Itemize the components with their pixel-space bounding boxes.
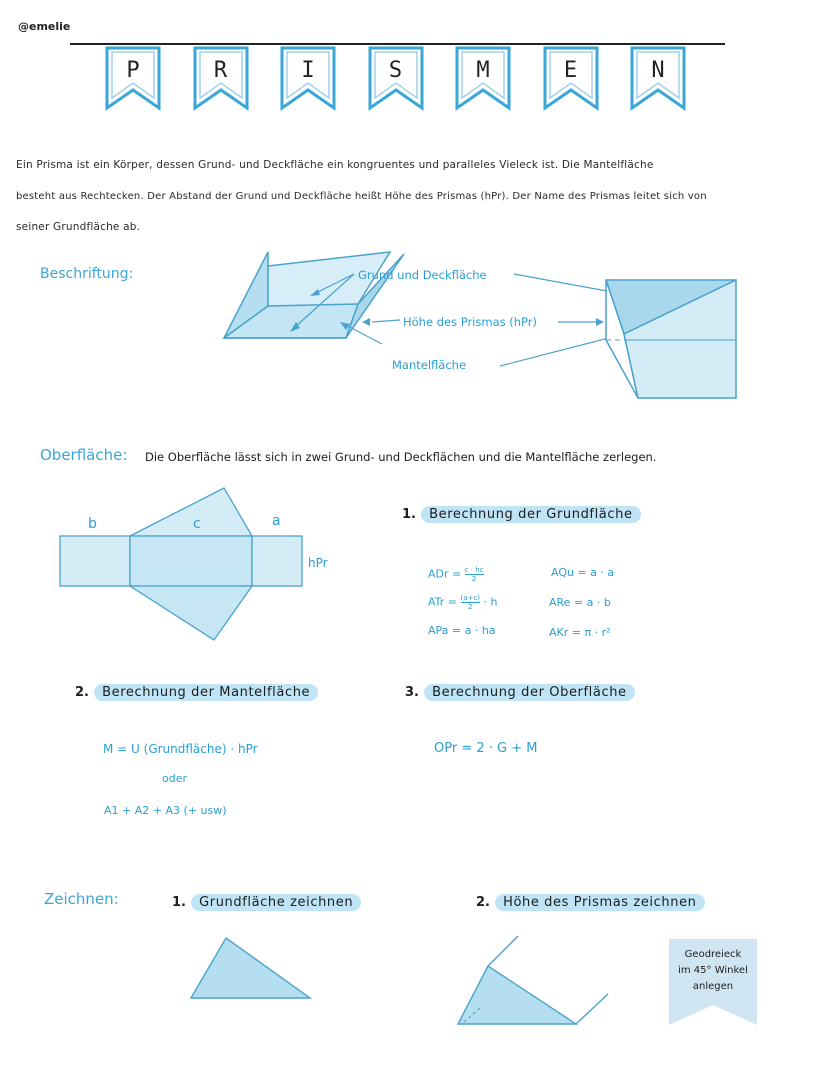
- net-label-h: hPr: [308, 556, 328, 570]
- section2-number: 2.: [75, 685, 89, 700]
- zeichnen-title: Zeichnen:: [44, 890, 119, 908]
- banner-letter: N: [651, 58, 665, 83]
- formula-dreieck-num: c · hc: [464, 566, 484, 574]
- net-rect-b: [60, 536, 130, 586]
- grundflaeche-triangle: [186, 934, 316, 1004]
- author-handle: @emelie: [18, 20, 71, 33]
- formula-trapez-tail: · h: [483, 595, 498, 609]
- banner-letter: P: [126, 58, 140, 83]
- zeichnen-step2: [476, 891, 705, 910]
- zeichnen-step1: [172, 891, 361, 910]
- banner-flag: [191, 44, 251, 114]
- note-line-3: anlegen: [692, 981, 734, 992]
- intro-line-1: Ein Prisma ist ein Körper, dessen Grund- und Deckfläche ein kongruentes und paralleles Vieleck ist. Die Mantelfläche: [16, 159, 654, 171]
- formula-dreieck-fraction: [465, 566, 484, 583]
- formula-mantel-umfang: M = U (Grundfläche) · hPr: [103, 742, 258, 756]
- zeichnen-step1-title: Grundfläche zeichnen: [191, 894, 361, 911]
- formula-oberflaeche: OPr = 2 · G + M: [434, 741, 538, 756]
- formula-dreieck-den: 2: [471, 575, 477, 583]
- net-rect-a: [252, 536, 302, 586]
- section2-heading: [75, 681, 318, 700]
- banner-flag: [103, 44, 163, 114]
- intro-paragraph: [16, 150, 816, 243]
- net-label-b: b: [88, 516, 97, 532]
- net-top-triangle: [130, 488, 252, 536]
- banner-flag: [453, 44, 513, 114]
- formula-dreieck-lhs: ADr =: [428, 567, 462, 581]
- hoehe-drawing: [450, 932, 620, 1032]
- formula-rechteck: ARe = a · b: [549, 596, 611, 609]
- note-line-2: im 45° Winkel: [678, 965, 748, 976]
- net-bottom-triangle: [130, 586, 252, 640]
- formula-quadrat: AQu = a · a: [551, 566, 615, 579]
- formula-trapez-den: 2: [468, 603, 473, 611]
- zeichnen-step2-title: Höhe des Prismas zeichnen: [495, 894, 704, 911]
- hoehe-triangle: [458, 966, 576, 1024]
- banner-letter: R: [213, 58, 228, 83]
- note-line-1: Geodreieck: [684, 949, 742, 960]
- intro-line-2: besteht aus Rechtecken. Der Abstand der Grund und Deckfläche heißt Höhe des Prismas (hPr). Der Name des Prismas leitet sich von: [16, 191, 707, 202]
- label-hoehe-prisma: Höhe des Prismas (hPr): [403, 315, 537, 329]
- label-grund-deckflaeche: Grund und Deckfläche: [358, 268, 487, 282]
- geodreieck-note: [669, 939, 757, 1025]
- formula-mantel-oder: oder: [162, 772, 188, 785]
- formula-trapez: [428, 594, 497, 611]
- formula-trapez-fraction: [461, 594, 480, 611]
- intro-line-3: seiner Grundfläche ab.: [16, 221, 141, 233]
- formula-parallelogramm: APa = a · ha: [428, 624, 496, 637]
- banner-flag: [541, 44, 601, 114]
- hoehe-line-right: [576, 994, 608, 1024]
- banner-letter: M: [476, 58, 490, 83]
- banner-letter: E: [563, 58, 578, 83]
- section2-title: Berechnung der Mantelfläche: [94, 684, 318, 701]
- net-rect-c: [130, 536, 252, 586]
- banner-flag: [278, 44, 338, 114]
- section3-number: 3.: [405, 685, 419, 700]
- formula-trapez-lhs: ATr =: [428, 595, 458, 609]
- formula-mantel-summe: A1 + A2 + A3 (+ usw): [104, 804, 227, 817]
- net-label-a: a: [272, 513, 281, 529]
- hoehe-line-left: [488, 936, 518, 966]
- formula-trapez-num: (a+c): [460, 594, 480, 602]
- oberflaeche-title: Oberfläche:: [40, 446, 128, 464]
- label-mantelflaeche: Mantelfläche: [392, 358, 467, 372]
- zeichnen-step2-number: 2.: [476, 895, 490, 910]
- banner-flag: [628, 44, 688, 114]
- formula-dreieck: [428, 566, 484, 583]
- section1-title: Berechnung der Grundfläche: [421, 506, 640, 523]
- note-text: [669, 947, 757, 995]
- net-label-c: c: [193, 516, 201, 532]
- section3-heading: [405, 681, 635, 700]
- formula-kreis: AKr = π · r²: [549, 626, 611, 639]
- beschriftung-title: Beschriftung:: [40, 266, 134, 282]
- banner-letter: I: [301, 58, 315, 83]
- section1-number: 1.: [402, 507, 416, 522]
- section1-heading: [402, 503, 641, 522]
- prism-net-diagram: [56, 486, 346, 646]
- banner-flag: [366, 44, 426, 114]
- zeichnen-step1-number: 1.: [172, 895, 186, 910]
- oberflaeche-text: Die Oberfläche lässt sich in zwei Grund- und Deckflächen und die Mantelfläche zerlegen.: [145, 450, 657, 464]
- banner-letter: S: [388, 58, 403, 83]
- section3-title: Berechnung der Oberfläche: [424, 684, 635, 701]
